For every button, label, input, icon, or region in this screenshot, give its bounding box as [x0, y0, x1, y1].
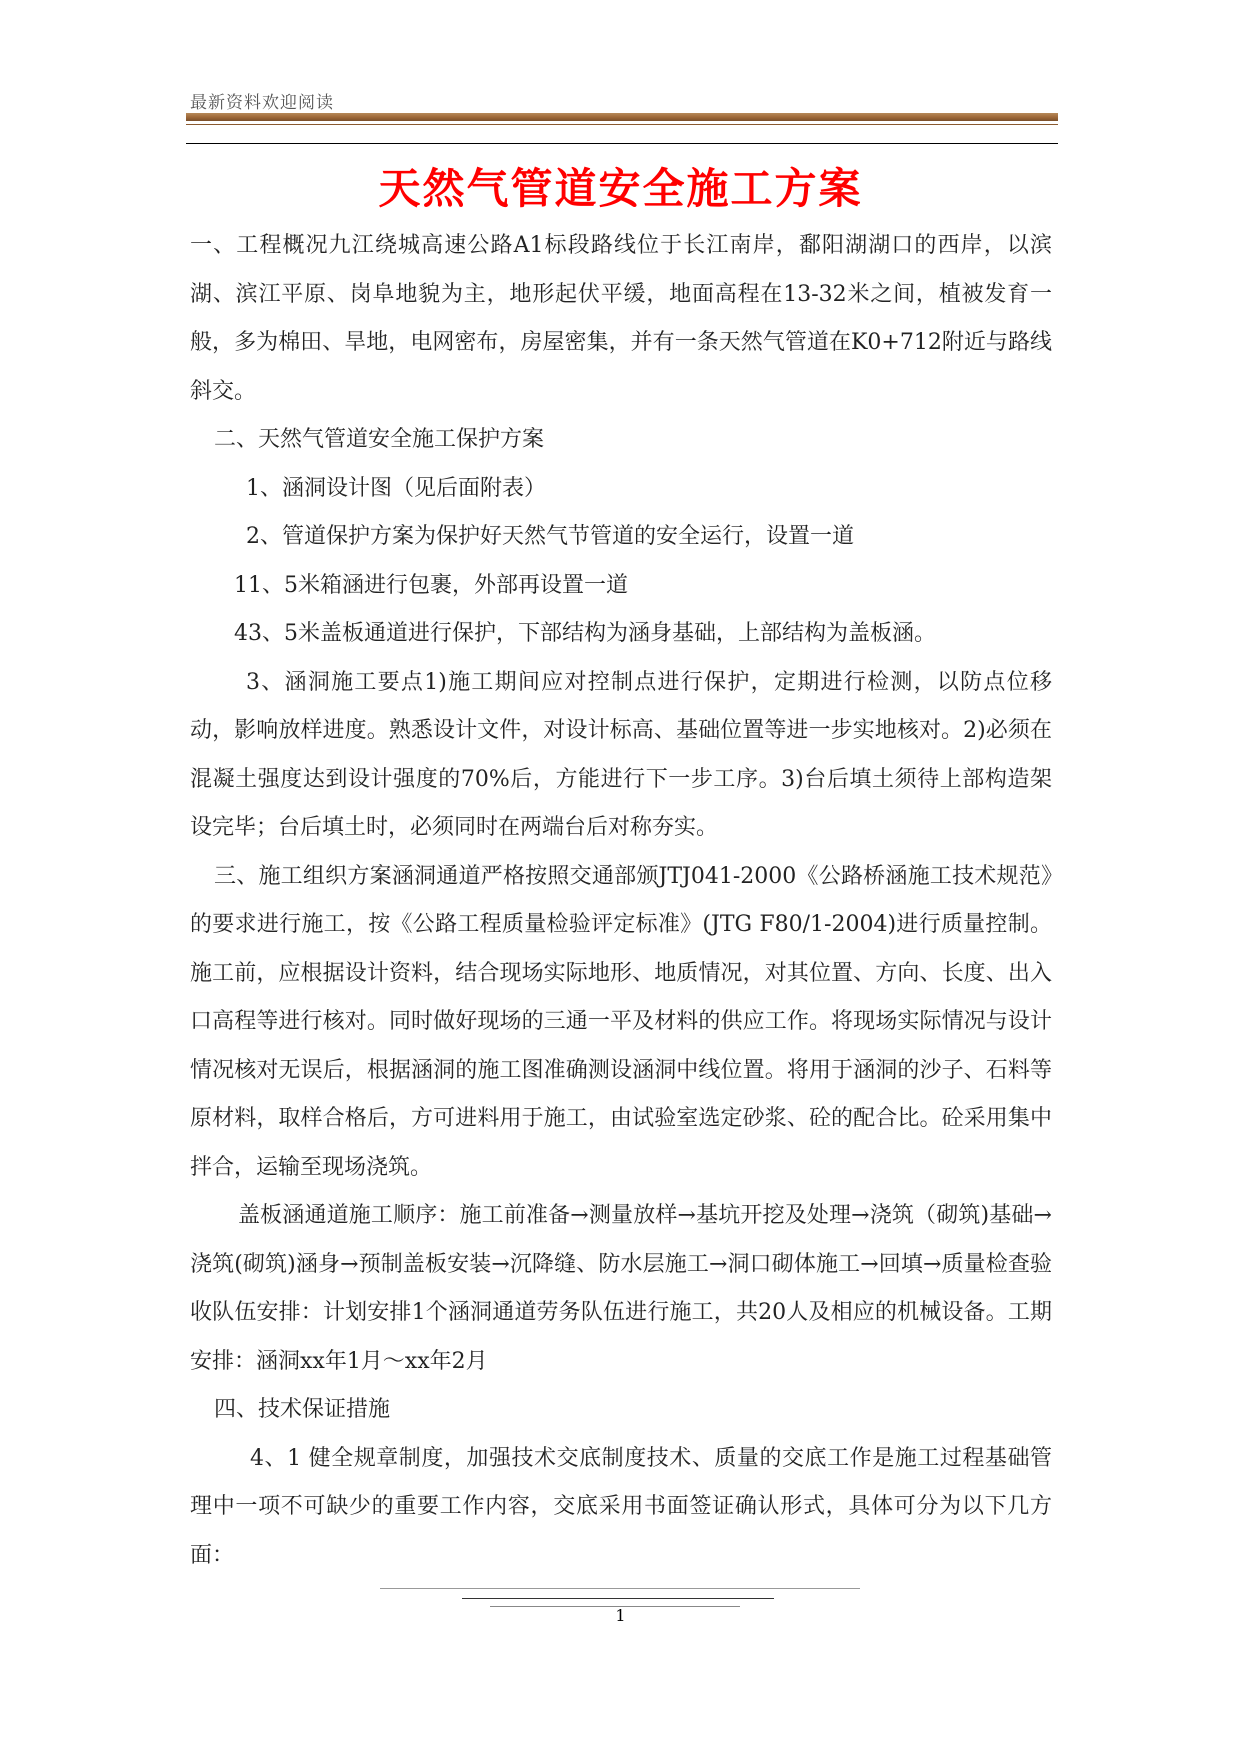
paragraph-item-2: 2、管道保护方案为保护好天然气节管道的安全运行，设置一道	[246, 524, 854, 549]
paragraph-box-culvert: 11、5米箱涵进行包裹，外部再设置一道	[234, 572, 628, 598]
header-rule-thin-top	[186, 124, 1058, 125]
header-rule-thin	[186, 143, 1058, 144]
paragraph-item-3: 3、涵洞施工要点1)施工期间应对控制点进行保护，定期进行检测，以防点位移动，影响放样进度。熟悉设计文件，对设计标高、基础位置等进一步实地核对。2)必须在混凝土强度达到设计强度的70%后，方能进行下一步工序。3)台后填土须待上部构造架设完毕；台后填土时，必须同时在两端台后对称夯实。	[190, 669, 1052, 840]
header-rule-thick	[186, 113, 1058, 121]
paragraph-overview: 一、工程概况九江绕城高速公路A1标段路线位于长江南岸，鄱阳湖湖口的西岸，以滨湖、滨江平原、岗阜地貌为主，地形起伏平缓，地面高程在13-32米之间，植被发育一般，多为棉田、旱地，电网密布，房屋密集，并有一条天然气管道在K0+712附近与路线斜交。	[190, 233, 1052, 404]
document-body	[190, 222, 1052, 1580]
document-title: 天然气管道安全施工方案	[378, 164, 863, 213]
page-number: 1	[615, 1606, 626, 1625]
paragraph-4-1: 4、1 健全规章制度，加强技术交底制度技术、质量的交底工作是施工过程基础管理中一项不可缺少的重要工作内容，交底采用书面签证确认形式，具体可分为以下几方面：	[190, 1445, 1052, 1568]
paragraph-item-1: 1、涵洞设计图（见后面附表）	[246, 475, 546, 501]
paragraph-cover-slab: 43、5米盖板通道进行保护，下部结构为涵身基础，上部结构为盖板涵。	[234, 621, 936, 646]
footer-rule-1	[380, 1588, 860, 1589]
heading-section-2: 二、天然气管道安全施工保护方案	[214, 427, 545, 452]
running-header: 最新资料欢迎阅读	[190, 93, 334, 113]
footer-rule-2	[462, 1598, 774, 1599]
paragraph-sequence: 盖板涵通道施工顺序：施工前准备→测量放样→基坑开挖及处理→浇筑（砌筑)基础→浇筑(砌筑)涵身→预制盖板安装→沉降缝、防水层施工→洞口砌体施工→回填→质量检查验收队伍安排：计划安排1个涵洞通道劳务队伍进行施工，共20人及相应的机械设备。工期安排：涵洞xx年1月～xx年2月	[190, 1203, 1052, 1374]
paragraph-section-3: 三、施工组织方案涵洞通道严格按照交通部颁JTJ041-2000《公路桥涵施工技术规范》的要求进行施工，按《公路工程质量检验评定标准》(JTG F80/1-2004)进行质量控制。施工前，应根据设计资料，结合现场实际地形、地质情况，对其位置、方向、长度、出入口高程等进行核对。同时做好现场的三通一平及材料的供应工作。将现场实际情况与设计情况核对无误后，根据涵洞的施工图准确测设涵洞中线位置。将用于涵洞的沙子、石料等原材料，取样合格后，方可进料用于施工，由试验室选定砂浆、砼的配合比。砼采用集中拌合，运输至现场浇筑。	[190, 863, 1052, 1180]
heading-section-4: 四、技术保证措施	[214, 1397, 391, 1422]
